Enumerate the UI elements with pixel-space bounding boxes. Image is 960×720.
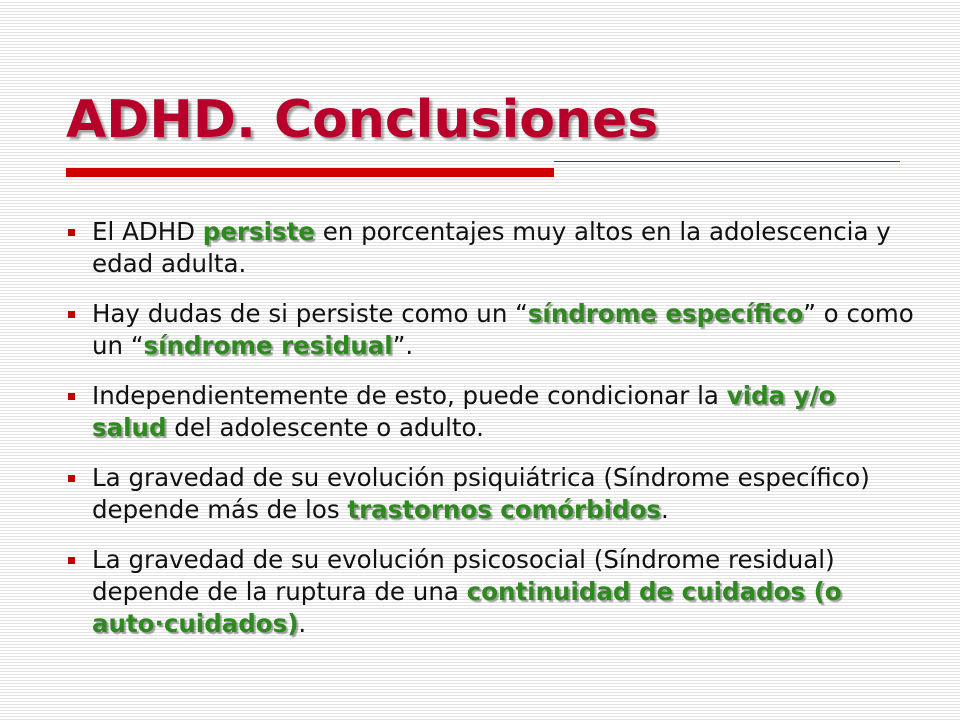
- bullet-list: [66, 216, 916, 658]
- square-bullet-icon: [68, 229, 75, 236]
- highlight-text: síndrome residual: [143, 331, 393, 360]
- highlight-text: síndrome específico: [527, 299, 804, 328]
- bullet-text: El ADHD: [92, 217, 203, 246]
- bullet-item-syndrome-doubt: [66, 298, 916, 362]
- highlight-text: vida y/o salud: [92, 381, 836, 442]
- square-bullet-icon: [68, 557, 75, 564]
- title-underline-thin: [554, 161, 900, 162]
- title-underline-thick: [66, 168, 554, 177]
- highlight-text: continuidad de cuidados (o auto·cuidados): [92, 577, 842, 638]
- square-bullet-icon: [68, 393, 75, 400]
- bullet-text: del adolescente o adulto.: [166, 413, 484, 442]
- highlight-text: trastornos comórbidos: [347, 495, 661, 524]
- bullet-text: ”.: [392, 331, 414, 360]
- slide-title: ADHD. Conclusiones: [66, 90, 659, 150]
- bullet-item-psychosocial-evolution: [66, 544, 916, 640]
- bullet-text: .: [661, 495, 669, 524]
- highlight-text: persiste: [202, 217, 315, 246]
- bullet-text: .: [298, 609, 307, 638]
- square-bullet-icon: [68, 311, 75, 318]
- bullet-item-life-health: [66, 380, 916, 444]
- square-bullet-icon: [68, 475, 75, 482]
- bullet-text: en porcentajes muy altos en la adolescencia y edad adulta.: [92, 217, 891, 278]
- bullet-text: La gravedad de su evolución psiquiátrica (Síndrome específico) depende más de los: [92, 463, 870, 524]
- bullet-text: Hay dudas de si persiste como un “: [92, 299, 528, 328]
- bullet-text: La gravedad de su evolución psicosocial (Síndrome residual) depende de la ruptura de una: [92, 545, 835, 606]
- bullet-text: Independientemente de esto, puede condicionar la: [92, 381, 727, 410]
- bullet-item-persistence: [66, 216, 916, 280]
- bullet-item-psychiatric-evolution: [66, 462, 916, 526]
- bullet-text: ” o como un “: [92, 299, 914, 360]
